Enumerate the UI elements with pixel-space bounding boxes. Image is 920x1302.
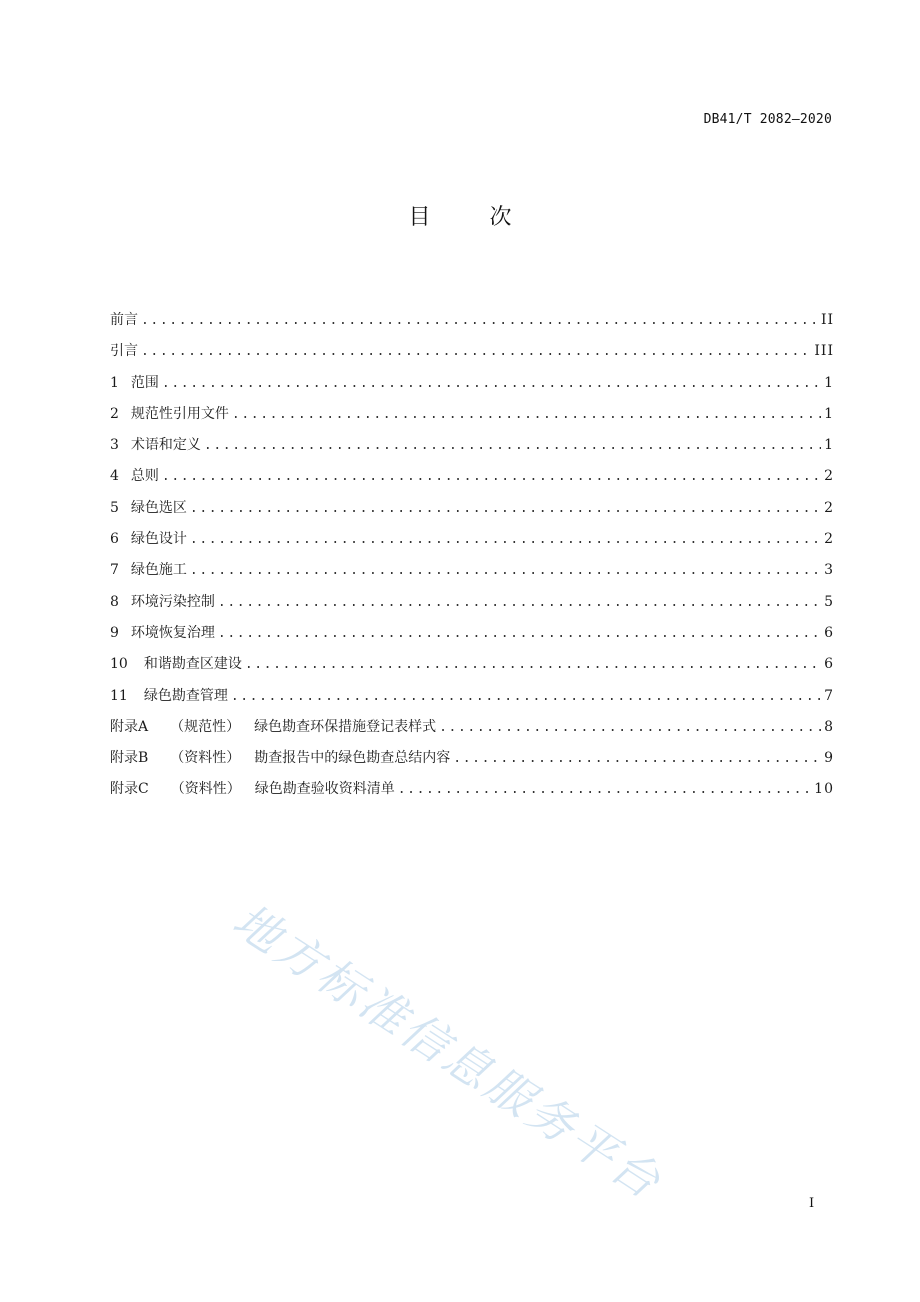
toc-leader-dots	[141, 310, 818, 332]
toc-leader-dots	[218, 592, 821, 614]
toc-page-number: II	[820, 312, 834, 328]
appendix-label: 附录C	[110, 781, 149, 798]
appendix-label: 附录B	[110, 750, 149, 767]
toc-leader-dots	[141, 341, 811, 363]
toc-leader-dots	[245, 654, 821, 676]
toc-page-number: 2	[824, 468, 834, 485]
toc-entry-label: 绿色勘查管理	[143, 687, 228, 704]
table-of-contents	[110, 309, 834, 810]
toc-entry-label: 绿色设计	[130, 531, 187, 548]
toc-page-number: 2	[824, 499, 834, 516]
toc-page-number: 8	[824, 718, 834, 735]
toc-page-number: 1	[824, 405, 834, 422]
toc-entry-label: 绿色施工	[130, 562, 187, 579]
footer-page-number: I	[809, 1196, 815, 1211]
toc-entry-11[interactable]	[110, 685, 834, 716]
toc-entry-label: 环境污染控制	[130, 593, 215, 610]
toc-page-number: 3	[824, 562, 834, 579]
toc-entry-label: 规范性引用文件	[130, 405, 229, 422]
toc-entry-7[interactable]	[110, 559, 834, 590]
toc-page-number: 2	[824, 531, 834, 548]
toc-leader-dots	[232, 404, 821, 426]
toc-entry-number: 4	[110, 468, 119, 485]
toc-entry-appendix-a[interactable]	[110, 716, 834, 747]
appendix-tag: （资料性）	[170, 750, 241, 767]
toc-entry-4[interactable]	[110, 465, 834, 496]
toc-page-number: 10	[814, 781, 834, 798]
toc-entry-label: 术语和定义	[130, 437, 201, 454]
toc-leader-dots	[190, 498, 821, 520]
toc-entry-label: 环境恢复治理	[130, 624, 215, 641]
toc-leader-dots	[218, 623, 821, 645]
toc-entry-label: 范围	[130, 374, 159, 391]
toc-leader-dots	[231, 686, 821, 708]
toc-entry-label	[110, 747, 450, 769]
toc-page-number: 7	[824, 687, 834, 704]
toc-entry-number: 7	[110, 562, 119, 579]
toc-entry-number: 1	[110, 374, 119, 391]
toc-entry-label: 绿色选区	[130, 499, 187, 516]
toc-page-number: III	[814, 343, 834, 360]
toc-entry-number: 11	[110, 687, 128, 704]
toc-entry-appendix-b[interactable]	[110, 747, 834, 778]
toc-entry-number: 5	[110, 499, 119, 516]
toc-leader-dots	[190, 560, 821, 582]
page-title: 目 次	[408, 205, 538, 230]
toc-entry-introduction[interactable]	[110, 340, 834, 371]
toc-leader-dots	[453, 748, 821, 770]
toc-leader-dots	[398, 779, 811, 801]
toc-entry-number: 9	[110, 624, 119, 641]
toc-entry-5[interactable]	[110, 497, 834, 528]
toc-page-number: 1	[824, 374, 834, 391]
toc-entry-appendix-c[interactable]	[110, 778, 834, 809]
toc-entry-label: 引言	[110, 343, 138, 360]
toc-page-number: 6	[824, 656, 834, 673]
toc-page-number: 5	[824, 593, 834, 610]
watermark-text: 地方标准信息服务平台	[223, 892, 673, 1211]
toc-entry-label: 总则	[130, 468, 159, 485]
toc-entry-label	[110, 778, 395, 800]
toc-entry-8[interactable]	[110, 591, 834, 622]
toc-entry-number: 8	[110, 593, 119, 610]
appendix-title: 勘查报告中的绿色勘查总结内容	[254, 750, 451, 767]
appendix-tag: （资料性）	[170, 781, 241, 798]
toc-leader-dots	[439, 717, 821, 739]
toc-entry-label: 前言	[110, 312, 138, 328]
toc-entry-label: 和谐勘查区建设	[143, 656, 242, 673]
toc-leader-dots	[162, 373, 821, 395]
toc-entry-number: 2	[110, 405, 119, 422]
toc-entry-label	[110, 716, 436, 738]
toc-entry-6[interactable]	[110, 528, 834, 559]
toc-entry-10[interactable]	[110, 653, 834, 684]
toc-page-number: 6	[824, 624, 834, 641]
toc-entry-1[interactable]	[110, 372, 834, 403]
toc-entry-number: 3	[110, 437, 119, 454]
toc-entry-9[interactable]	[110, 622, 834, 653]
toc-entry-number: 6	[110, 531, 119, 548]
toc-entry-number: 10	[110, 656, 128, 673]
toc-leader-dots	[162, 466, 821, 488]
toc-leader-dots	[204, 435, 821, 457]
toc-entry-2[interactable]	[110, 403, 834, 434]
appendix-title: 绿色勘查验收资料清单	[254, 781, 395, 798]
toc-entry-foreword[interactable]	[110, 309, 834, 340]
toc-page-number: 9	[824, 750, 834, 767]
appendix-tag: （规范性）	[170, 718, 241, 735]
appendix-title: 绿色勘查环保措施登记表样式	[254, 718, 437, 735]
toc-entry-3[interactable]	[110, 434, 834, 465]
appendix-label: 附录A	[110, 718, 149, 735]
toc-leader-dots	[190, 529, 821, 551]
standard-code: DB41/T 2082—2020	[703, 112, 832, 127]
toc-page-number: 1	[824, 437, 834, 454]
